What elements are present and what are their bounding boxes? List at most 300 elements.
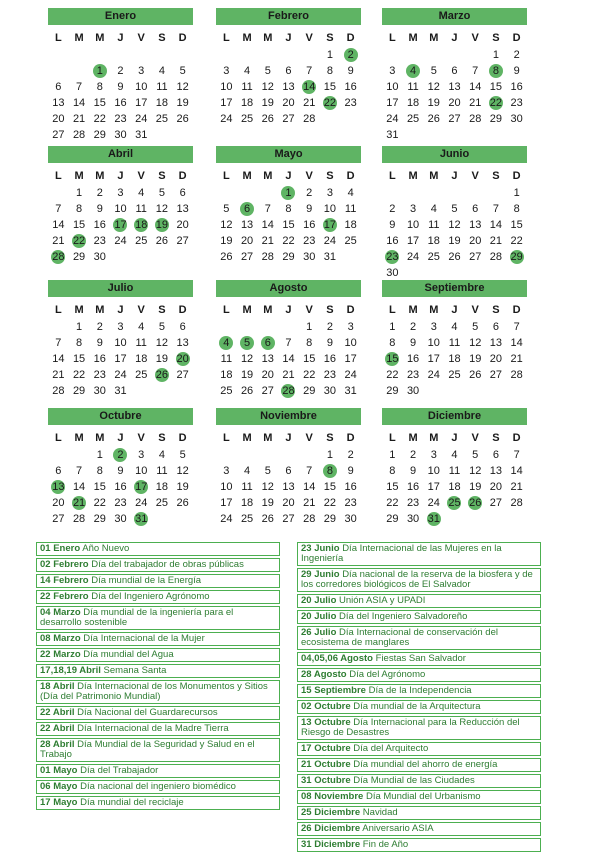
weekday-label: M [95, 304, 105, 316]
event-item [36, 558, 280, 572]
day-cell: 30 [93, 251, 106, 263]
week-row [382, 233, 527, 249]
weekday-label: M [95, 170, 105, 182]
weekday-label: D [346, 170, 355, 182]
weekday-label: M [263, 432, 273, 444]
day-cell: 19 [427, 97, 440, 109]
day-cell [423, 265, 444, 281]
day-cell: 7 [55, 337, 62, 349]
week-row [216, 233, 361, 249]
weekday-label: V [305, 432, 313, 444]
day-cell: 18 [240, 497, 254, 509]
day-cell [506, 127, 527, 143]
day-cell [237, 319, 258, 335]
day-cell: 24 [135, 113, 148, 125]
day-cell: 3 [430, 321, 437, 333]
weekday-label: L [388, 32, 396, 44]
day-cell: 5 [158, 321, 165, 333]
weekday-label: J [117, 170, 124, 182]
day-cell: 8 [76, 203, 83, 215]
weekday-label: L [222, 432, 230, 444]
day-cell: 10 [114, 337, 127, 349]
weekday-label: L [388, 304, 396, 316]
weekday-label: M [74, 170, 84, 182]
event-item [36, 706, 280, 720]
weekday-label: M [408, 432, 418, 444]
day-cell: 29 [282, 251, 295, 263]
day-cell: 1 [492, 49, 499, 61]
event-item [297, 838, 541, 852]
weekday-label: D [178, 170, 187, 182]
day-cell: 30 [406, 385, 420, 397]
weekday-label: V [305, 170, 313, 182]
weekday-label: V [137, 432, 145, 444]
day-cell: 31 [386, 129, 399, 141]
week-row [48, 335, 193, 351]
event-text: Día nacional del ingeniero biomédico [80, 781, 236, 792]
day-cell [131, 383, 152, 399]
day-cell: 5 [264, 465, 271, 477]
day-cell [216, 447, 237, 463]
week-row [48, 185, 193, 201]
month-mayo [216, 146, 361, 265]
day-cell: 15 [72, 353, 86, 365]
event-text: Fiestas San Salvador [375, 653, 466, 664]
day-cell: 23 [303, 235, 316, 247]
week-row [216, 47, 361, 63]
day-cell: 1 [326, 49, 333, 61]
week-row [382, 79, 527, 95]
day-cell: 3 [223, 65, 230, 77]
day-cell: 17 [220, 497, 233, 509]
day-cell: 9 [513, 65, 520, 77]
event-date: 17,18,19 Abril [40, 665, 101, 676]
day-cell: 13 [489, 337, 503, 349]
day-cell: 19 [469, 481, 482, 493]
day-highlighted: 25 [444, 495, 465, 511]
day-cell: 30 [406, 513, 420, 525]
event-item [297, 716, 541, 740]
weekday-label: J [117, 432, 124, 444]
weekday-label: S [326, 32, 334, 44]
day-cell: 5 [223, 203, 230, 215]
event-text: Día Nacional del Guardarecursos [77, 707, 218, 718]
weekday-label: L [388, 170, 396, 182]
day-highlighted: 13 [48, 479, 69, 495]
weekday-label: M [242, 304, 252, 316]
weekday-label: S [492, 170, 500, 182]
day-cell: 16 [114, 481, 127, 493]
day-cell: 17 [427, 353, 440, 365]
day-cell: 18 [220, 369, 233, 381]
weekday-label: S [158, 304, 166, 316]
day-cell: 8 [96, 81, 103, 93]
month-title: Julio [48, 280, 193, 297]
day-cell: 26 [448, 251, 461, 263]
day-cell: 14 [489, 219, 503, 231]
event-text: Día mundial del Agua [83, 649, 174, 660]
day-cell: 19 [448, 235, 461, 247]
week-row [216, 79, 361, 95]
day-cell: 3 [223, 465, 230, 477]
day-cell [216, 47, 237, 63]
event-text: Aniversario ASIA [362, 823, 434, 834]
weekday-label: D [512, 32, 521, 44]
event-date: 25 Diciembre [301, 807, 361, 818]
day-cell: 26 [176, 113, 189, 125]
day-highlighted: 17 [131, 479, 152, 495]
day-cell: 3 [430, 449, 437, 461]
day-cell: 28 [52, 385, 65, 397]
day-cell: 14 [52, 219, 65, 231]
day-cell: 17 [344, 353, 357, 365]
day-cell [152, 511, 173, 527]
day-cell: 10 [427, 465, 440, 477]
event-text: Día Internacional para la Reducción del Riesgo de Desastres [301, 717, 520, 738]
day-cell: 10 [114, 203, 127, 215]
day-cell: 19 [261, 97, 274, 109]
day-cell: 30 [114, 513, 127, 525]
day-cell: 28 [72, 129, 86, 141]
month-title: Abril [48, 146, 193, 163]
day-cell: 29 [72, 385, 86, 397]
day-cell: 8 [389, 465, 396, 477]
event-item [297, 684, 541, 698]
weekday-row [48, 167, 193, 185]
day-cell: 4 [430, 203, 437, 215]
event-text: Día mundial de la Energía [91, 575, 202, 586]
day-cell: 29 [323, 513, 337, 525]
day-highlighted: 22 [69, 233, 90, 249]
day-cell [48, 63, 69, 79]
day-cell: 27 [176, 369, 189, 381]
day-cell: 16 [406, 481, 420, 493]
week-row [382, 47, 527, 63]
event-date: 29 Junio [301, 569, 340, 580]
day-cell: 5 [430, 65, 437, 77]
event-date: 02 Octubre [301, 701, 351, 712]
weekday-label: L [54, 304, 62, 316]
day-highlighted: 22 [486, 95, 507, 111]
day-cell: 24 [323, 235, 337, 247]
weekday-label: L [54, 170, 62, 182]
event-date: 20 Julio [301, 595, 337, 606]
month-abril [48, 146, 193, 265]
day-cell: 20 [261, 369, 274, 381]
day-cell: 7 [76, 81, 83, 93]
month-title: Noviembre [216, 408, 361, 425]
day-cell: 9 [326, 337, 333, 349]
day-cell: 10 [427, 337, 440, 349]
day-highlighted: 20 [172, 351, 193, 367]
month-enero [48, 8, 193, 143]
day-cell: 10 [406, 219, 420, 231]
event-date: 06 Mayo [40, 781, 78, 792]
day-cell: 2 [410, 449, 417, 461]
day-cell: 9 [96, 337, 103, 349]
month-septiembre [382, 280, 527, 399]
weekday-label: L [222, 32, 230, 44]
day-highlighted: 31 [131, 511, 152, 527]
day-cell: 14 [469, 81, 482, 93]
week-row [48, 79, 193, 95]
day-cell: 12 [220, 219, 233, 231]
day-cell: 1 [96, 449, 103, 461]
day-cell: 7 [285, 337, 292, 349]
day-cell: 14 [510, 465, 523, 477]
day-cell: 11 [156, 81, 168, 93]
event-date: 04 Marzo [40, 607, 81, 618]
day-cell: 2 [96, 321, 103, 333]
day-cell: 26 [469, 369, 482, 381]
day-cell [257, 447, 278, 463]
weekday-label: M [429, 170, 439, 182]
day-cell: 22 [386, 497, 399, 509]
day-cell: 4 [138, 187, 145, 199]
day-cell: 22 [282, 235, 295, 247]
month-marzo [382, 8, 527, 143]
day-cell: 7 [513, 321, 520, 333]
day-cell: 4 [138, 321, 145, 333]
day-cell [320, 111, 341, 127]
weekday-label: S [158, 32, 166, 44]
day-cell: 4 [451, 449, 458, 461]
day-cell [48, 47, 69, 63]
day-cell: 8 [96, 465, 103, 477]
weekday-label: S [158, 170, 166, 182]
day-cell: 24 [135, 497, 148, 509]
day-cell: 23 [344, 97, 357, 109]
week-row [48, 249, 193, 265]
month-title: Agosto [216, 280, 361, 297]
week-row [382, 265, 527, 281]
day-cell: 6 [55, 81, 62, 93]
day-highlighted: 26 [152, 367, 173, 383]
day-cell: 3 [117, 321, 124, 333]
event-date: 21 Octubre [301, 759, 351, 770]
day-cell: 19 [176, 481, 189, 493]
day-cell: 8 [389, 337, 396, 349]
week-row [48, 511, 193, 527]
weekday-label: V [137, 170, 145, 182]
day-cell [299, 47, 320, 63]
month-title: Enero [48, 8, 193, 25]
day-cell [131, 47, 152, 63]
week-row [382, 463, 527, 479]
week-row [216, 63, 361, 79]
day-cell: 20 [52, 113, 65, 125]
day-cell: 13 [489, 465, 503, 477]
week-row [48, 479, 193, 495]
day-cell: 5 [158, 187, 165, 199]
week-row [382, 319, 527, 335]
day-cell [340, 249, 361, 265]
weekday-label: M [242, 432, 252, 444]
event-item [36, 574, 280, 588]
day-cell [465, 185, 486, 201]
event-item [297, 652, 541, 666]
week-row [216, 479, 361, 495]
day-cell: 30 [114, 129, 127, 141]
day-cell: 11 [448, 337, 461, 349]
day-cell: 17 [406, 235, 420, 247]
day-cell: 11 [156, 465, 168, 477]
day-cell: 27 [176, 235, 189, 247]
weekday-label: M [74, 304, 84, 316]
day-cell: 25 [135, 235, 148, 247]
day-cell: 17 [114, 353, 127, 365]
weekday-label: M [263, 32, 273, 44]
day-cell [131, 249, 152, 265]
day-cell: 12 [240, 353, 254, 365]
day-cell [257, 185, 278, 201]
event-item [297, 542, 541, 566]
month-title: Febrero [216, 8, 361, 25]
day-cell: 16 [93, 219, 106, 231]
week-row [216, 367, 361, 383]
event-text: Navidad [362, 807, 398, 818]
week-row [48, 111, 193, 127]
day-cell: 1 [389, 449, 396, 461]
day-highlighted: 1 [89, 63, 110, 79]
day-cell: 23 [406, 369, 420, 381]
week-row [382, 495, 527, 511]
week-row [216, 95, 361, 111]
day-cell: 19 [176, 97, 189, 109]
day-cell [257, 319, 278, 335]
day-cell: 24 [344, 369, 357, 381]
day-cell: 6 [492, 321, 499, 333]
day-highlighted: 4 [216, 335, 237, 351]
day-cell: 8 [76, 337, 83, 349]
week-row [382, 111, 527, 127]
day-cell: 16 [510, 81, 523, 93]
day-cell: 5 [179, 65, 186, 77]
weekday-label: J [451, 170, 458, 182]
day-cell: 7 [492, 203, 499, 215]
week-row [48, 463, 193, 479]
day-cell: 26 [240, 385, 254, 397]
day-cell: 5 [179, 449, 186, 461]
day-cell: 6 [179, 187, 186, 199]
weekday-row [216, 167, 361, 185]
weekday-label: L [222, 170, 230, 182]
day-cell: 20 [489, 481, 503, 493]
day-cell: 25 [427, 251, 440, 263]
day-cell: 23 [114, 497, 127, 509]
day-cell: 14 [261, 219, 274, 231]
week-row [382, 127, 527, 143]
day-cell: 25 [240, 113, 254, 125]
day-cell: 23 [344, 497, 357, 509]
week-row [382, 479, 527, 495]
week-row [382, 185, 527, 201]
weekday-label: S [492, 32, 500, 44]
day-cell: 22 [93, 113, 106, 125]
day-cell [403, 127, 424, 143]
weekday-label: M [242, 32, 252, 44]
weekday-label: V [137, 304, 145, 316]
day-cell [382, 47, 403, 63]
day-cell [172, 47, 193, 63]
day-cell: 27 [489, 369, 503, 381]
day-cell: 21 [303, 97, 316, 109]
weekday-label: M [95, 32, 105, 44]
day-cell: 28 [469, 113, 482, 125]
day-cell: 19 [240, 369, 254, 381]
weekday-row [382, 29, 527, 47]
day-cell: 29 [489, 113, 503, 125]
day-highlighted: 2 [110, 447, 131, 463]
day-highlighted: 28 [48, 249, 69, 265]
day-cell: 29 [93, 129, 106, 141]
week-row [382, 201, 527, 217]
day-highlighted: 22 [320, 95, 341, 111]
day-cell [110, 249, 131, 265]
event-text: Día de la Independencia [368, 685, 472, 696]
week-row [48, 95, 193, 111]
day-cell [486, 185, 507, 201]
day-highlighted: 17 [320, 217, 341, 233]
day-cell: 6 [55, 465, 62, 477]
day-cell: 20 [176, 219, 189, 231]
day-cell: 12 [469, 337, 482, 349]
day-cell: 9 [410, 337, 417, 349]
week-row [216, 249, 361, 265]
weekday-row [382, 429, 527, 447]
weekday-label: M [429, 32, 439, 44]
week-row [382, 249, 527, 265]
day-cell: 11 [407, 81, 419, 93]
day-cell: 8 [285, 203, 292, 215]
day-cell: 2 [117, 65, 124, 77]
day-cell: 13 [176, 203, 189, 215]
day-cell [423, 185, 444, 201]
weekday-label: V [305, 32, 313, 44]
month-title: Marzo [382, 8, 527, 25]
day-cell [486, 511, 507, 527]
day-cell: 3 [326, 187, 333, 199]
day-cell: 14 [282, 353, 295, 365]
weekday-label: L [222, 304, 230, 316]
day-cell: 21 [282, 369, 295, 381]
day-cell: 18 [155, 481, 169, 493]
day-cell: 9 [117, 81, 124, 93]
day-cell: 25 [135, 369, 148, 381]
weekday-label: D [178, 304, 187, 316]
week-row [48, 447, 193, 463]
day-cell [382, 185, 403, 201]
day-cell: 18 [135, 353, 148, 365]
day-cell: 3 [410, 203, 417, 215]
day-cell: 16 [344, 81, 357, 93]
event-item [36, 542, 280, 556]
week-row [382, 63, 527, 79]
day-cell: 27 [448, 113, 461, 125]
day-cell: 27 [52, 513, 65, 525]
day-cell: 25 [406, 113, 420, 125]
day-cell [506, 383, 527, 399]
day-cell: 25 [220, 385, 233, 397]
day-cell: 2 [306, 187, 313, 199]
day-cell: 26 [261, 113, 274, 125]
day-cell: 28 [303, 513, 316, 525]
day-cell: 20 [52, 497, 65, 509]
day-cell: 12 [176, 465, 189, 477]
weekday-label: L [54, 32, 62, 44]
day-cell: 18 [240, 97, 254, 109]
event-item [36, 738, 280, 762]
